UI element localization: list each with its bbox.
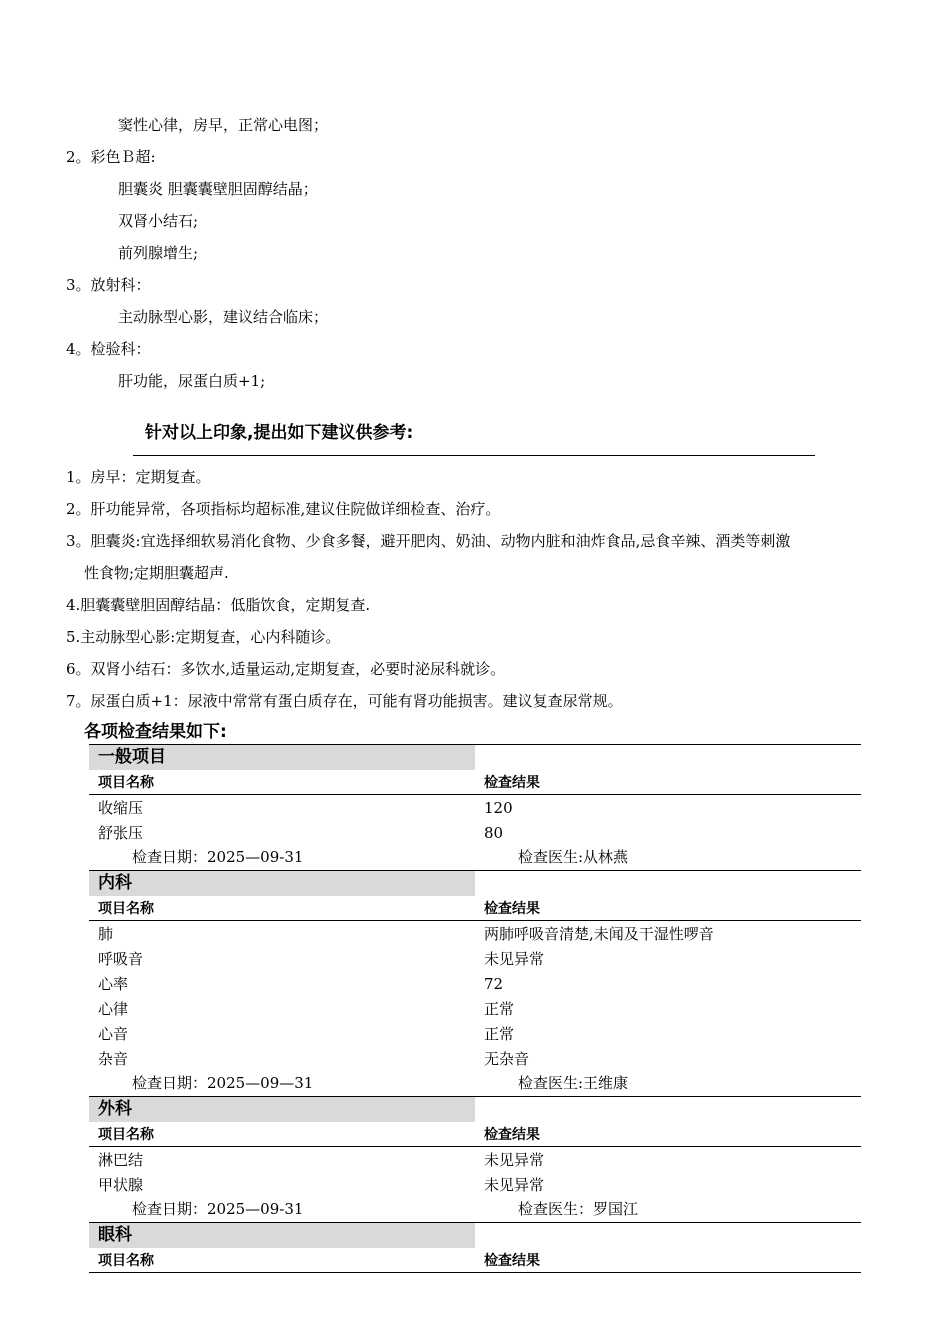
exam-date: 检查日期：2025—09-31	[132, 1200, 304, 1218]
column-header-row	[89, 770, 861, 795]
section-header-shade	[89, 1097, 475, 1122]
section-header-ophthalmology	[89, 1222, 861, 1248]
column-header-row	[89, 1122, 861, 1147]
column-header-result: 检查结果	[484, 775, 540, 791]
item-result: 80	[484, 824, 504, 842]
table-row	[89, 820, 861, 845]
column-header-result: 检查结果	[484, 901, 540, 917]
advice-item: 6。双肾小结石：多饮水,适量运动,定期复查，必要时泌尿科就诊。	[66, 660, 506, 678]
table-row	[89, 1021, 861, 1046]
item-result: 两肺呼吸音清楚,未闻及干湿性啰音	[484, 925, 714, 943]
section-title: 眼科	[98, 1225, 132, 1245]
b-ultrasound-item: 前列腺增生;	[118, 244, 199, 262]
section-title: 外科	[98, 1099, 132, 1119]
section-title: 内科	[98, 873, 132, 893]
section-header-general	[89, 744, 861, 770]
column-header-row	[89, 896, 861, 921]
section-header-surgery	[89, 1096, 861, 1122]
table-row	[89, 795, 861, 820]
lab-item: 肝功能，尿蛋白质+1;	[118, 372, 266, 390]
table-row	[89, 946, 861, 971]
item-name: 心率	[98, 975, 129, 993]
advice-item-continued: 性食物;定期胆囊超声.	[84, 564, 229, 582]
section-footer	[89, 845, 861, 870]
item-result: 72	[484, 975, 504, 993]
section-title: 一般项目	[98, 747, 166, 767]
column-header-name: 项目名称	[98, 775, 154, 791]
column-header-row	[89, 1248, 861, 1273]
section-header-internal	[89, 870, 861, 896]
section-header-shade	[89, 871, 475, 896]
item-name: 淋巴结	[98, 1151, 144, 1169]
b-ultrasound-item: 双肾小结石;	[118, 212, 199, 230]
item-name: 肺	[98, 925, 114, 943]
advice-item: 7。尿蛋白质+1：尿液中常常有蛋白质存在，可能有肾功能损害。建议复查尿常规。	[66, 692, 623, 710]
table-row	[89, 921, 861, 946]
results-title: 各项检查结果如下:	[84, 722, 227, 742]
advice-item: 4.胆囊囊壁胆固醇结晶：低脂饮食，定期复查.	[66, 596, 371, 614]
advice-heading: 针对以上印象,提出如下建议供参考:	[145, 423, 414, 443]
advice-heading-rule	[133, 455, 815, 456]
item-name: 呼吸音	[98, 950, 144, 968]
table-row	[89, 996, 861, 1021]
section-footer	[89, 1071, 861, 1096]
item-result: 未见异常	[484, 950, 545, 968]
item-result: 正常	[484, 1025, 515, 1043]
exam-doctor: 检查医生:王维康	[518, 1074, 629, 1092]
exam-date: 检查日期：2025—09-31	[132, 848, 304, 866]
item-name: 心音	[98, 1025, 129, 1043]
advice-item: 5.主动脉型心影:定期复查，心内科随诊。	[66, 628, 341, 646]
advice-item: 1。房早：定期复查。	[66, 468, 211, 486]
exam-doctor: 检查医生：罗国江	[518, 1200, 639, 1218]
column-header-name: 项目名称	[98, 1253, 154, 1269]
item-result: 无杂音	[484, 1050, 530, 1068]
radiology-item: 主动脉型心影，建议结合临床；	[118, 308, 329, 326]
item-result: 120	[484, 799, 513, 817]
column-header-result: 检查结果	[484, 1253, 540, 1269]
item-result: 正常	[484, 1000, 515, 1018]
table-row	[89, 971, 861, 996]
item-name: 甲状腺	[98, 1176, 144, 1194]
section-footer	[89, 1197, 861, 1222]
table-row	[89, 1046, 861, 1071]
table-row	[89, 1172, 861, 1197]
lab-title: 4。检验科：	[66, 340, 151, 358]
table-row	[89, 1147, 861, 1172]
column-header-name: 项目名称	[98, 901, 154, 917]
advice-item: 3。胆囊炎:宜选择细软易消化食物、少食多餐，避开肥肉、奶油、动物内脏和油炸食品,忌食辛辣、酒类等刺激	[66, 532, 791, 550]
item-result: 未见异常	[484, 1176, 545, 1194]
item-name: 收缩压	[98, 799, 144, 817]
section-header-shade	[89, 1223, 475, 1248]
item-name: 心律	[98, 1000, 129, 1018]
item-name: 舒张压	[98, 824, 144, 842]
results-table	[89, 744, 861, 1273]
b-ultrasound-title: 2。彩色Ｂ超:	[66, 148, 156, 166]
exam-doctor: 检查医生:从林燕	[518, 848, 629, 866]
radiology-title: 3。放射科：	[66, 276, 151, 294]
advice-item: 2。肝功能异常，各项指标均超标准,建议住院做详细检查、治疗。	[66, 500, 501, 518]
item-name: 杂音	[98, 1050, 129, 1068]
column-header-name: 项目名称	[98, 1127, 154, 1143]
column-header-result: 检查结果	[484, 1127, 540, 1143]
item-result: 未见异常	[484, 1151, 545, 1169]
b-ultrasound-item: 胆囊炎 胆囊囊壁胆固醇结晶；	[118, 180, 318, 198]
ecg-impression: 窦性心律，房早，正常心电图；	[118, 116, 329, 134]
exam-date: 检查日期：2025—09—31	[132, 1074, 314, 1092]
